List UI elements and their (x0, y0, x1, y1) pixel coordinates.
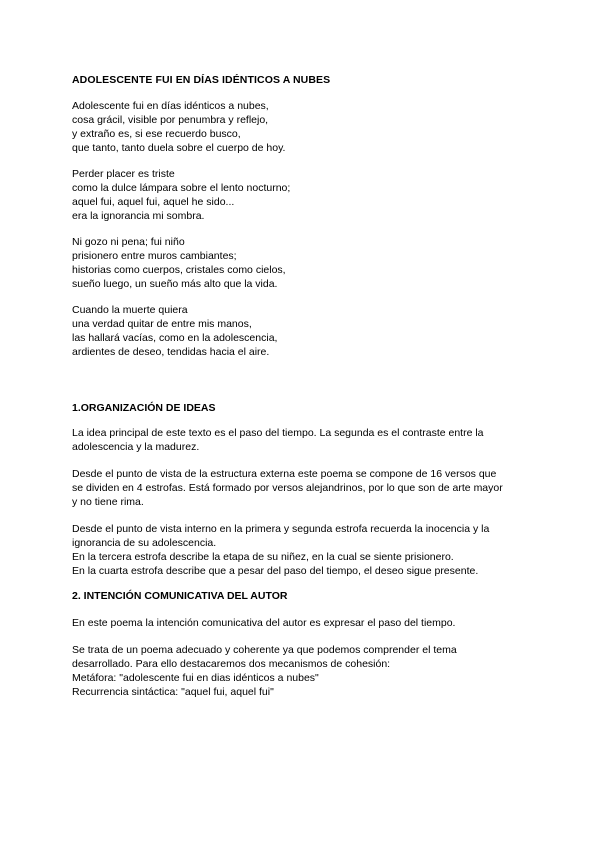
paragraph (72, 467, 532, 509)
text-line: En la cuarta estrofa describe que a pesar del paso del tiempo, el deseo sigue presente. (72, 565, 479, 577)
verse-line: y extraño es, si ese recuerdo busco, (72, 128, 241, 140)
verse-line: cosa grácil, visible por penumbra y reflejo, (72, 114, 269, 126)
verse-line: era la ignorancia mi sombra. (72, 210, 205, 222)
verse-line: Adolescente fui en días idénticos a nubes, (72, 100, 269, 112)
paragraph (72, 522, 532, 578)
verse-line: historias como cuerpos, cristales como cielos, (72, 264, 286, 276)
paragraph (72, 426, 532, 454)
text-line: En la tercera estrofa describe la etapa de su niñez, en la cual se siente prisionero. (72, 551, 454, 563)
poem-stanza-2 (72, 167, 290, 223)
paragraph (72, 616, 532, 630)
poem-stanza-4 (72, 303, 277, 359)
verse-line: sueño luego, un sueño más alto que la vida. (72, 278, 278, 290)
verse-line: Perder placer es triste (72, 168, 175, 180)
verse-line: que tanto, tanto duela sobre el cuerpo de hoy. (72, 142, 286, 154)
text-line: Se trata de un poema adecuado y coherente ya que podemos comprender el tema (72, 644, 457, 656)
poem-stanza-3 (72, 235, 286, 291)
text-line: desarrollado. Para ello destacaremos dos mecanismos de cohesión: (72, 658, 391, 670)
verse-line: prisionero entre muros cambiantes; (72, 250, 237, 262)
verse-line: ardientes de deseo, tendidas hacia el aire. (72, 346, 270, 358)
text-line: Desde el punto de vista de la estructura externa este poema se compone de 16 versos que (72, 468, 497, 480)
section-heading-organizacion: 1.ORGANIZACIÓN DE IDEAS (72, 402, 216, 414)
poem-stanza-1 (72, 99, 285, 155)
text-line: adolescencia y la madurez. (72, 441, 200, 453)
verse-line: como la dulce lámpara sobre el lento nocturno; (72, 182, 291, 194)
verse-line: aquel fui, aquel fui, aquel he sido... (72, 196, 235, 208)
paragraph (72, 643, 532, 699)
text-line: ignorancia de su adolescencia. (72, 537, 217, 549)
text-line: Metáfora: "adolescente fui en dias idénticos a nubes" (72, 672, 319, 684)
text-line: La idea principal de este texto es el paso del tiempo. La segunda es el contraste entre la (72, 427, 484, 439)
section-heading-intencion: 2. INTENCIÓN COMUNICATIVA DEL AUTOR (72, 590, 288, 602)
verse-line: una verdad quitar de entre mis manos, (72, 318, 252, 330)
text-line: Recurrencia sintáctica: "aquel fui, aquel fui" (72, 686, 274, 698)
text-line: y no tiene rima. (72, 496, 144, 508)
verse-line: las hallará vacías, como en la adolescencia, (72, 332, 278, 344)
text-line: Desde el punto de vista interno en la primera y segunda estrofa recuerda la inocencia y la (72, 523, 490, 535)
verse-line: Cuando la muerte quiera (72, 304, 188, 316)
verse-line: Ni gozo ni pena; fui niño (72, 236, 185, 248)
poem-title: ADOLESCENTE FUI EN DÍAS IDÉNTICOS A NUBES (72, 74, 331, 86)
text-line: se dividen en 4 estrofas. Está formado por versos alejandrinos, por lo que son de arte mayor (72, 482, 503, 494)
text-line: En este poema la intención comunicativa del autor es expresar el paso del tiempo. (72, 617, 456, 629)
